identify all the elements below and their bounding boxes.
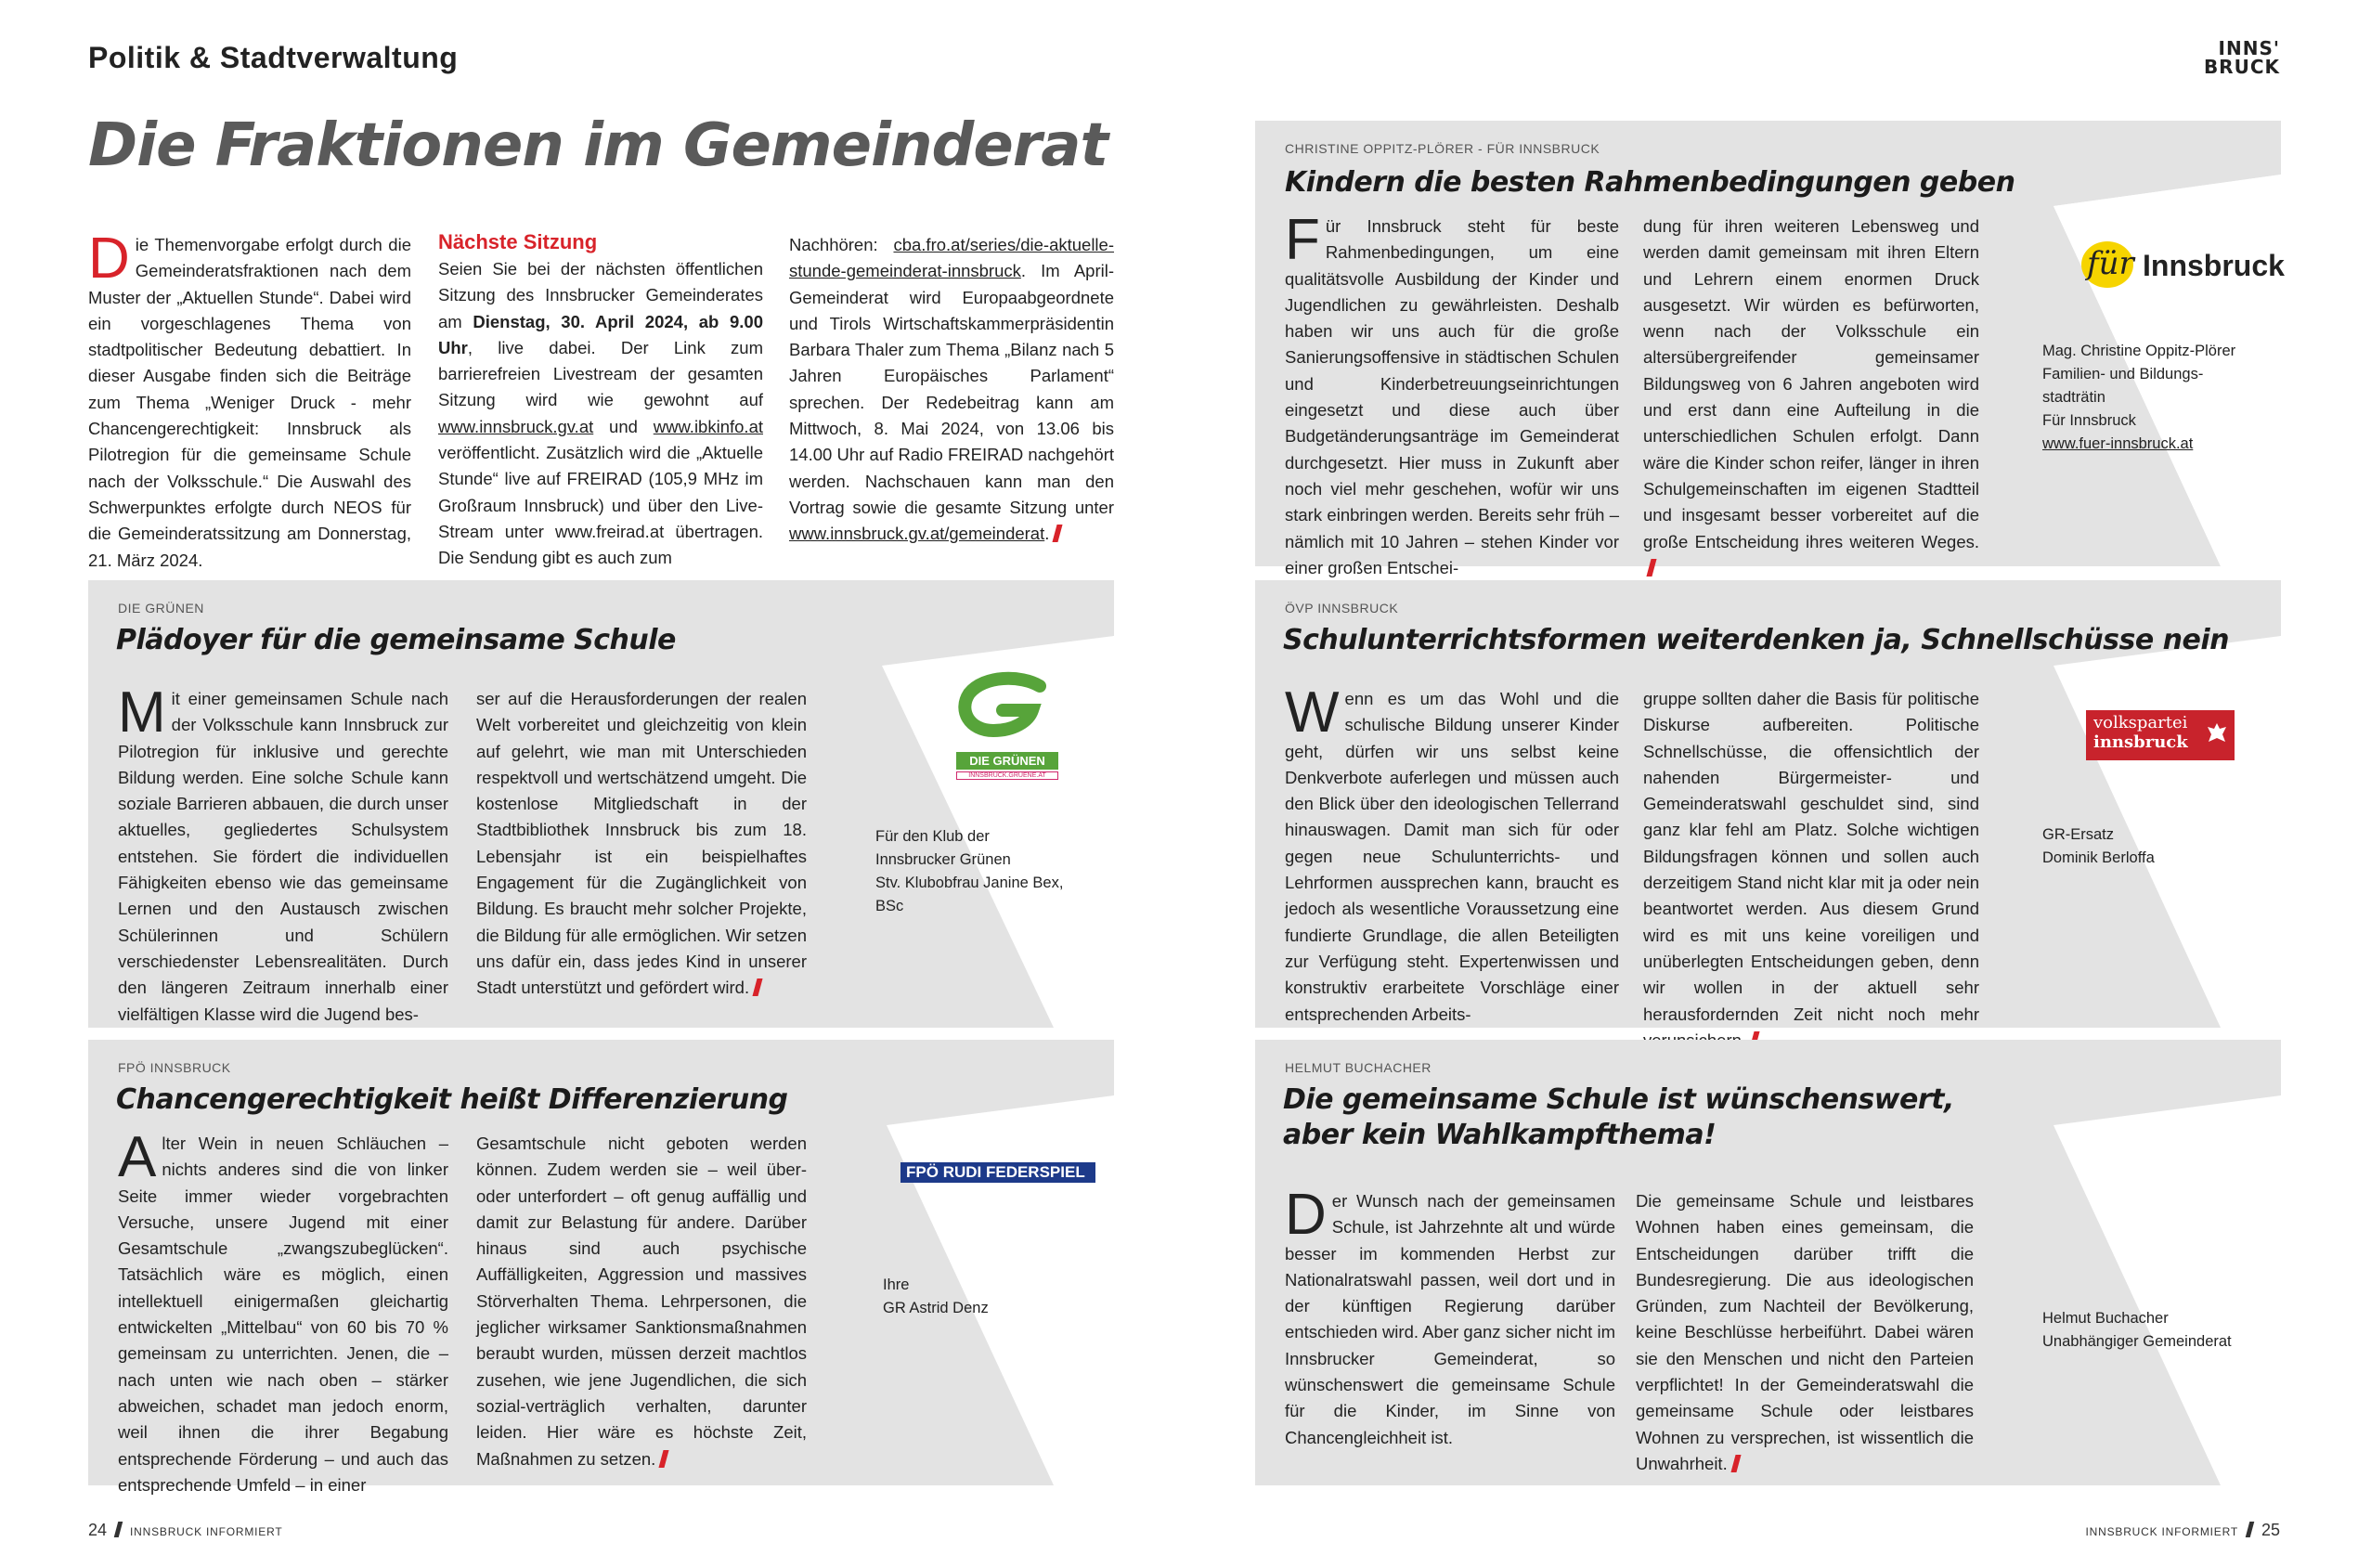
- gruene-g-icon: [956, 673, 1058, 745]
- box-kicker: FPÖ INNSBRUCK: [118, 1060, 231, 1075]
- box-column-2: ser auf die Herausforderungen der realen Welt vorbereitet und gleichzeitig von klein auf gelehrt, wie man mit Unterschieden respektvoll und wertschätzend umgeht. Die kostenlose Mitgliedschaft in der Stadtbibliothek Innsbruck bis zum 18. Lebensjahr ist ein beispielhaftes Engagement für die Zugänglichkeit von Bildung. Es braucht mehr solcher Projekte, die Bildung für alle ermöglichen. Wir setzen uns dafür ein, dass jedes Kind in unserer Stadt unterstützt und gefördert wird.: [476, 689, 807, 998]
- dropcap: W: [1285, 680, 1340, 745]
- end-mark: [1053, 525, 1063, 542]
- signature: GR-Ersatz Dominik Berloffa: [2042, 826, 2155, 866]
- link-gemeinderat[interactable]: www.innsbruck.gv.at/gemeinderat: [789, 524, 1045, 544]
- box-column-1: Alter Wein in neuen Schläuchen – nichts anderes sind die von linker Seite immer wieder vorgebrachten Versuche, unsere Jugend mit einer Gesamtschule „zwangszubeglücken“. Tatsächlich wäre es möglich, einen intellektuell einigermaßen gleichartig entwickelten „Mittelbau“ von 60 bis 70 % gemeinsam zu unterrichten. Jenen, die – nach unten wie nach oben – stärker abweichen, schadet man jedoch enorm, weil ihnen die ihrer Begabung entsprechende Förderung – und auch das entsprechende Umfeld – in einer: [118, 1125, 448, 1495]
- signature: Ihre GR Astrid Denz: [883, 1276, 989, 1316]
- end-mark: [753, 978, 763, 996]
- gruene-logo: DIE GRÜNEN INNSBRUCK.GRUENE.AT: [956, 673, 1058, 781]
- box-title: Schulunterrichtsformen weiterdenken ja, Schnellschüsse nein: [1283, 624, 2229, 656]
- fuer-innsbruck-logo: für Innsbruck: [2081, 241, 2267, 293]
- box-oevp: [1255, 580, 2281, 1028]
- box-column-2: Die gemeinsame Schule und leistbares Wohnen haben eines gemeinsam, die Entscheidungen darüber trifft die Bundesregierung. Die aus ideologischen Gründen, zum Nachteil der Bevölkerung, keine Beschlüsse herbeiführt. Dabei wären sie den Menschen und nicht den Parteien verpflichtet! In der Gemeinderatswahl die gemeinsame Schule oder leistbares Wohnen zu versprechen, ist wissentlich die Unwahrheit.: [1636, 1191, 1974, 1473]
- page-number: 24: [88, 1521, 108, 1539]
- dropcap: D: [88, 227, 130, 291]
- box-kicker: HELMUT BUCHACHER: [1285, 1060, 1432, 1075]
- box-title: Chancengerechtigkeit heißt Differenzierung: [116, 1083, 788, 1116]
- signature: Für den Klub der Innsbrucker Grünen Stv. Klubobfrau Janine Bex, BSc: [875, 828, 1064, 914]
- dropcap: D: [1285, 1183, 1327, 1247]
- box-column-1: Für Innsbruck steht für beste Rahmenbedingungen, um eine qualitätsvolle Ausbildung der Kinder und Jugendlichen zu gewährleisten. Deshalb haben wir uns auch für die große Sanierungsoffensive in städtischen Schulen und Kinderbetreuungseinrichtungen eingesetzt und diese auch über Budgetänderungsanträge im Gemeinderat durchgesetzt. Hier muss in Zukunft aber noch viel mehr geschehen, wofür wir uns stark einbringen werden. Bereits sehr früh – nämlich mit 10 Jahren – stehen Kinder vor einer großen Entschei-: [1285, 208, 1619, 577]
- footer-right: [2086, 1521, 2280, 1540]
- intro-column-1: Die Themenvorgabe erfolgt durch die Gemeinderatsfraktionen nach dem Muster der „Aktuellen Stunde“. Dabei wird ein vorgeschlagenes Thema von stadtpolitischer Bedeutung debattiert. In dieser Ausgabe finden sich die Beiträge zum Thema „Weniger Druck - mehr Chancengerechtigkeit: Innsbruck als Pilotregion für die gemeinsame Schule nach der Volksschule.“ Die Auswahl des Schwerpunktes erfolgte durch NEOS für die Gemeinderatssitzung am Donnerstag, 21. März 2024.: [88, 227, 411, 570]
- box-column-2: dung für ihren weiteren Lebensweg und werden damit gemeinsam mit ihren Eltern und Lehrern einem enormen Druck ausgesetzt. Wir würden es befürworten, wenn nach der Volksschule ein altersübergreifender gemeinsamer Bildungsweg von 6 Jahren angeboten wird und erst dann eine Aufteilung in die unterschiedlichen Schulen erfolgt. Dann wäre die Kinder schon reifer, länger in ihren Schulgemeinschaften im eigenen Stadtteil und insgesamt besser vorbereitet auf die große Entscheidung ihres weiteren Weges.: [1643, 214, 1979, 581]
- box-title: Kindern die besten Rahmenbedingungen geben: [1285, 166, 2015, 199]
- intro-column-2: Nächste Sitzung Seien Sie bei der nächsten öffentlichen Sitzung des Innsbrucker Gemeinderates am Dienstag, 30. April 2024, ab 9.00 Uhr, live dabei. Der Link zum barrierefreien Livestream der gesamten Sitzung wird wie gewohnt auf www.innsbruck.gv.at und www.ibkinfo.at veröffentlicht. Zusätzlich wird die „Aktuelle Stunde“ live auf FREIRAD (105,9 MHz im Großraum Innsbruck) und über den Live-Stream unter www.freirad.at übertragen. Die Sendung gibt es auch zum: [438, 230, 764, 568]
- signature: Mag. Christine Oppitz-Plörer Familien- und Bildungs- stadträtin Für Innsbruck www.fuer-innsbruck.at: [2042, 343, 2236, 452]
- eagle-icon: [2207, 721, 2227, 749]
- box-column-2: Gesamtschule nicht geboten werden können. Zudem werden sie – weil über- oder unterfordert – oft genug auffällig und damit zur Belastung für andere. Darüber hinaus sind auch psychische Auffälligkeiten, Aggression und massives Störverhalten Thema. Lehrpersonen, die jeglicher wirksamer Sanktionsmaßnahmen beraubt wurden, müssen derzeit machtlos zusehen, wie jene Jugendlichen, die sich sozial-verträglich verhalten, darunter leiden. Hier wäre es höchste Zeit, Maßnahmen zu setzen.: [476, 1134, 807, 1469]
- signature: Helmut Buchacher Unabhängiger Gemeinderat: [2042, 1310, 2232, 1350]
- dropcap: M: [118, 680, 166, 745]
- section-title: Politik & Stadtverwaltung: [88, 41, 459, 74]
- end-mark: [1646, 559, 1656, 577]
- box-column-1: Mit einer gemeinsamen Schule nach der Volksschule kann Innsbruck zur Pilotregion für inklusive und gerechte Bildung werden. Eine solche Schule kann soziale Barrieren abbauen, die durch unser aktuelles, gegliedertes Schulsystem entstehen. Sie fördert die individuellen Fähigkeiten ebenso wie das gemeinsame Lernen und den Austausch zwischen Schülerinnen und Schülern verschiedenster Lebensrealitäten. Durch den längeren Zeitraum innerhalb einer vielfältigen Klasse wird die Jugend bes-: [118, 680, 448, 1024]
- box-fpoe: [88, 1040, 1114, 1495]
- box-kicker: DIE GRÜNEN: [118, 601, 204, 616]
- dropcap: F: [1285, 208, 1320, 272]
- link-fuer-innsbruck[interactable]: www.fuer-innsbruck.at: [2042, 435, 2194, 452]
- innsbruck-logo: INNS' BRUCK: [2203, 37, 2280, 78]
- end-mark: [659, 1450, 669, 1468]
- footer-slash: [2246, 1522, 2255, 1537]
- intro-column-3: Nachhören: cba.fro.at/series/die-aktuelle-stunde-gemeinderat-innsbruck. Im April-Gemeinderat wird Europaabgeordnete und Tirols Wirtschaftskammerpräsidentin Barbara Thaler zum Thema „Bilanz nach 5 Jahren Europäisches Parlament“ sprechen. Der Redebeitrag kann am Mittwoch, 8. Mai 2024, von 13.06 bis 14.00 Uhr auf Radio FREIRAD nachgehört werden. Nachschauen kann man den Vortrag sowie die gesamte Sitzung unter www.innsbruck.gv.at/gemeinderat.: [789, 235, 1114, 544]
- footer-label: INNSBRUCK INFORMIERT: [130, 1525, 283, 1538]
- end-mark: [1730, 1455, 1741, 1472]
- box-column-1: Wenn es um das Wohl und die schulische Bildung unserer Kinder geht, dürfen wir uns selbst keine Denkverbote auferlegen und müssen auch den Blick über den ideologischen Tellerrand hinauswagen. Damit man sich für oder gegen neue Schulunterrichts- und Lehrformen aussprechen kann, braucht es jedoch als wesentliche Voraussetzung eine fundierte Grundlage, die allen Beteiligten zur Verfügung steht. Expertenwissen und konstruktiv erarbeitete Vorschläge einer entsprechenden Arbeits-: [1285, 680, 1619, 1024]
- page-title: Die Fraktionen im Gemeinderat: [88, 111, 1108, 180]
- next-session-heading: Nächste Sitzung: [438, 230, 598, 253]
- box-kicker: ÖVP INNSBRUCK: [1285, 601, 1399, 616]
- box-kicker: CHRISTINE OPPITZ-PLÖRER - FÜR INNSBRUCK: [1285, 141, 1600, 156]
- page-number: 25: [2261, 1521, 2280, 1539]
- footer-slash: [114, 1522, 123, 1537]
- dropcap: A: [118, 1125, 157, 1189]
- footer-left: [88, 1521, 282, 1540]
- box-column-2: gruppe sollten daher die Basis für politische Diskurse aufbereiten. Politische Schnellschüsse, die offensichtlich der nahenden Bürgermeister- und Gemeinderatswahl geschuldet sind, sind ganz klar fehl am Platz. Solche wichtigen Bildungsfragen können und sollen auch derzeitigem Stand nicht klar mit ja oder nein beantwortet werden. Aus diesem Grund wird es mit uns keine voreiligen und unüberlegten Entscheidungen geben, denn wir wollen in der aktuell sehr herausfordernden Zeit nicht noch mehr: [1643, 686, 1979, 1054]
- fpoe-logo: FPÖ RUDI FEDERSPIEL: [900, 1162, 1095, 1183]
- box-title: Plädoyer für die gemeinsame Schule: [116, 624, 676, 656]
- link-innsbruck[interactable]: www.innsbruck.gv.at: [438, 416, 594, 436]
- footer-label: INNSBRUCK INFORMIERT: [2085, 1525, 2238, 1538]
- box-column-1: Der Wunsch nach der gemeinsamen Schule, ist Jahrzehnte alt und würde besser im kommenden Herbst zur Nationalratswahl passen, weil dort und in der künftigen Regierung darüber entschieden wird. Aber ganz sicher nicht im Innsbrucker Gemeinderat, so wünschenswert die gemeinsame Schule für die Kinder, im Sinne von Chancengleichheit ist.: [1285, 1183, 1615, 1447]
- link-cba[interactable]: cba.fro.at/series/die-aktuelle-stunde-gemeinderat-innsbruck: [789, 235, 1114, 281]
- oevp-logo: volkspartei innsbruck: [2086, 710, 2235, 760]
- box-title-line-2: aber kein Wahlkampfthema!: [1283, 1119, 1717, 1151]
- box-gruene: [88, 580, 1114, 1028]
- box-fuer-innsbruck: [1255, 121, 2285, 577]
- box-buchacher: [1255, 1040, 2281, 1485]
- box-title-line-1: Die gemeinsame Schule ist wünschenswert,: [1283, 1083, 1954, 1116]
- link-ibkinfo[interactable]: www.ibkinfo.at: [653, 416, 763, 436]
